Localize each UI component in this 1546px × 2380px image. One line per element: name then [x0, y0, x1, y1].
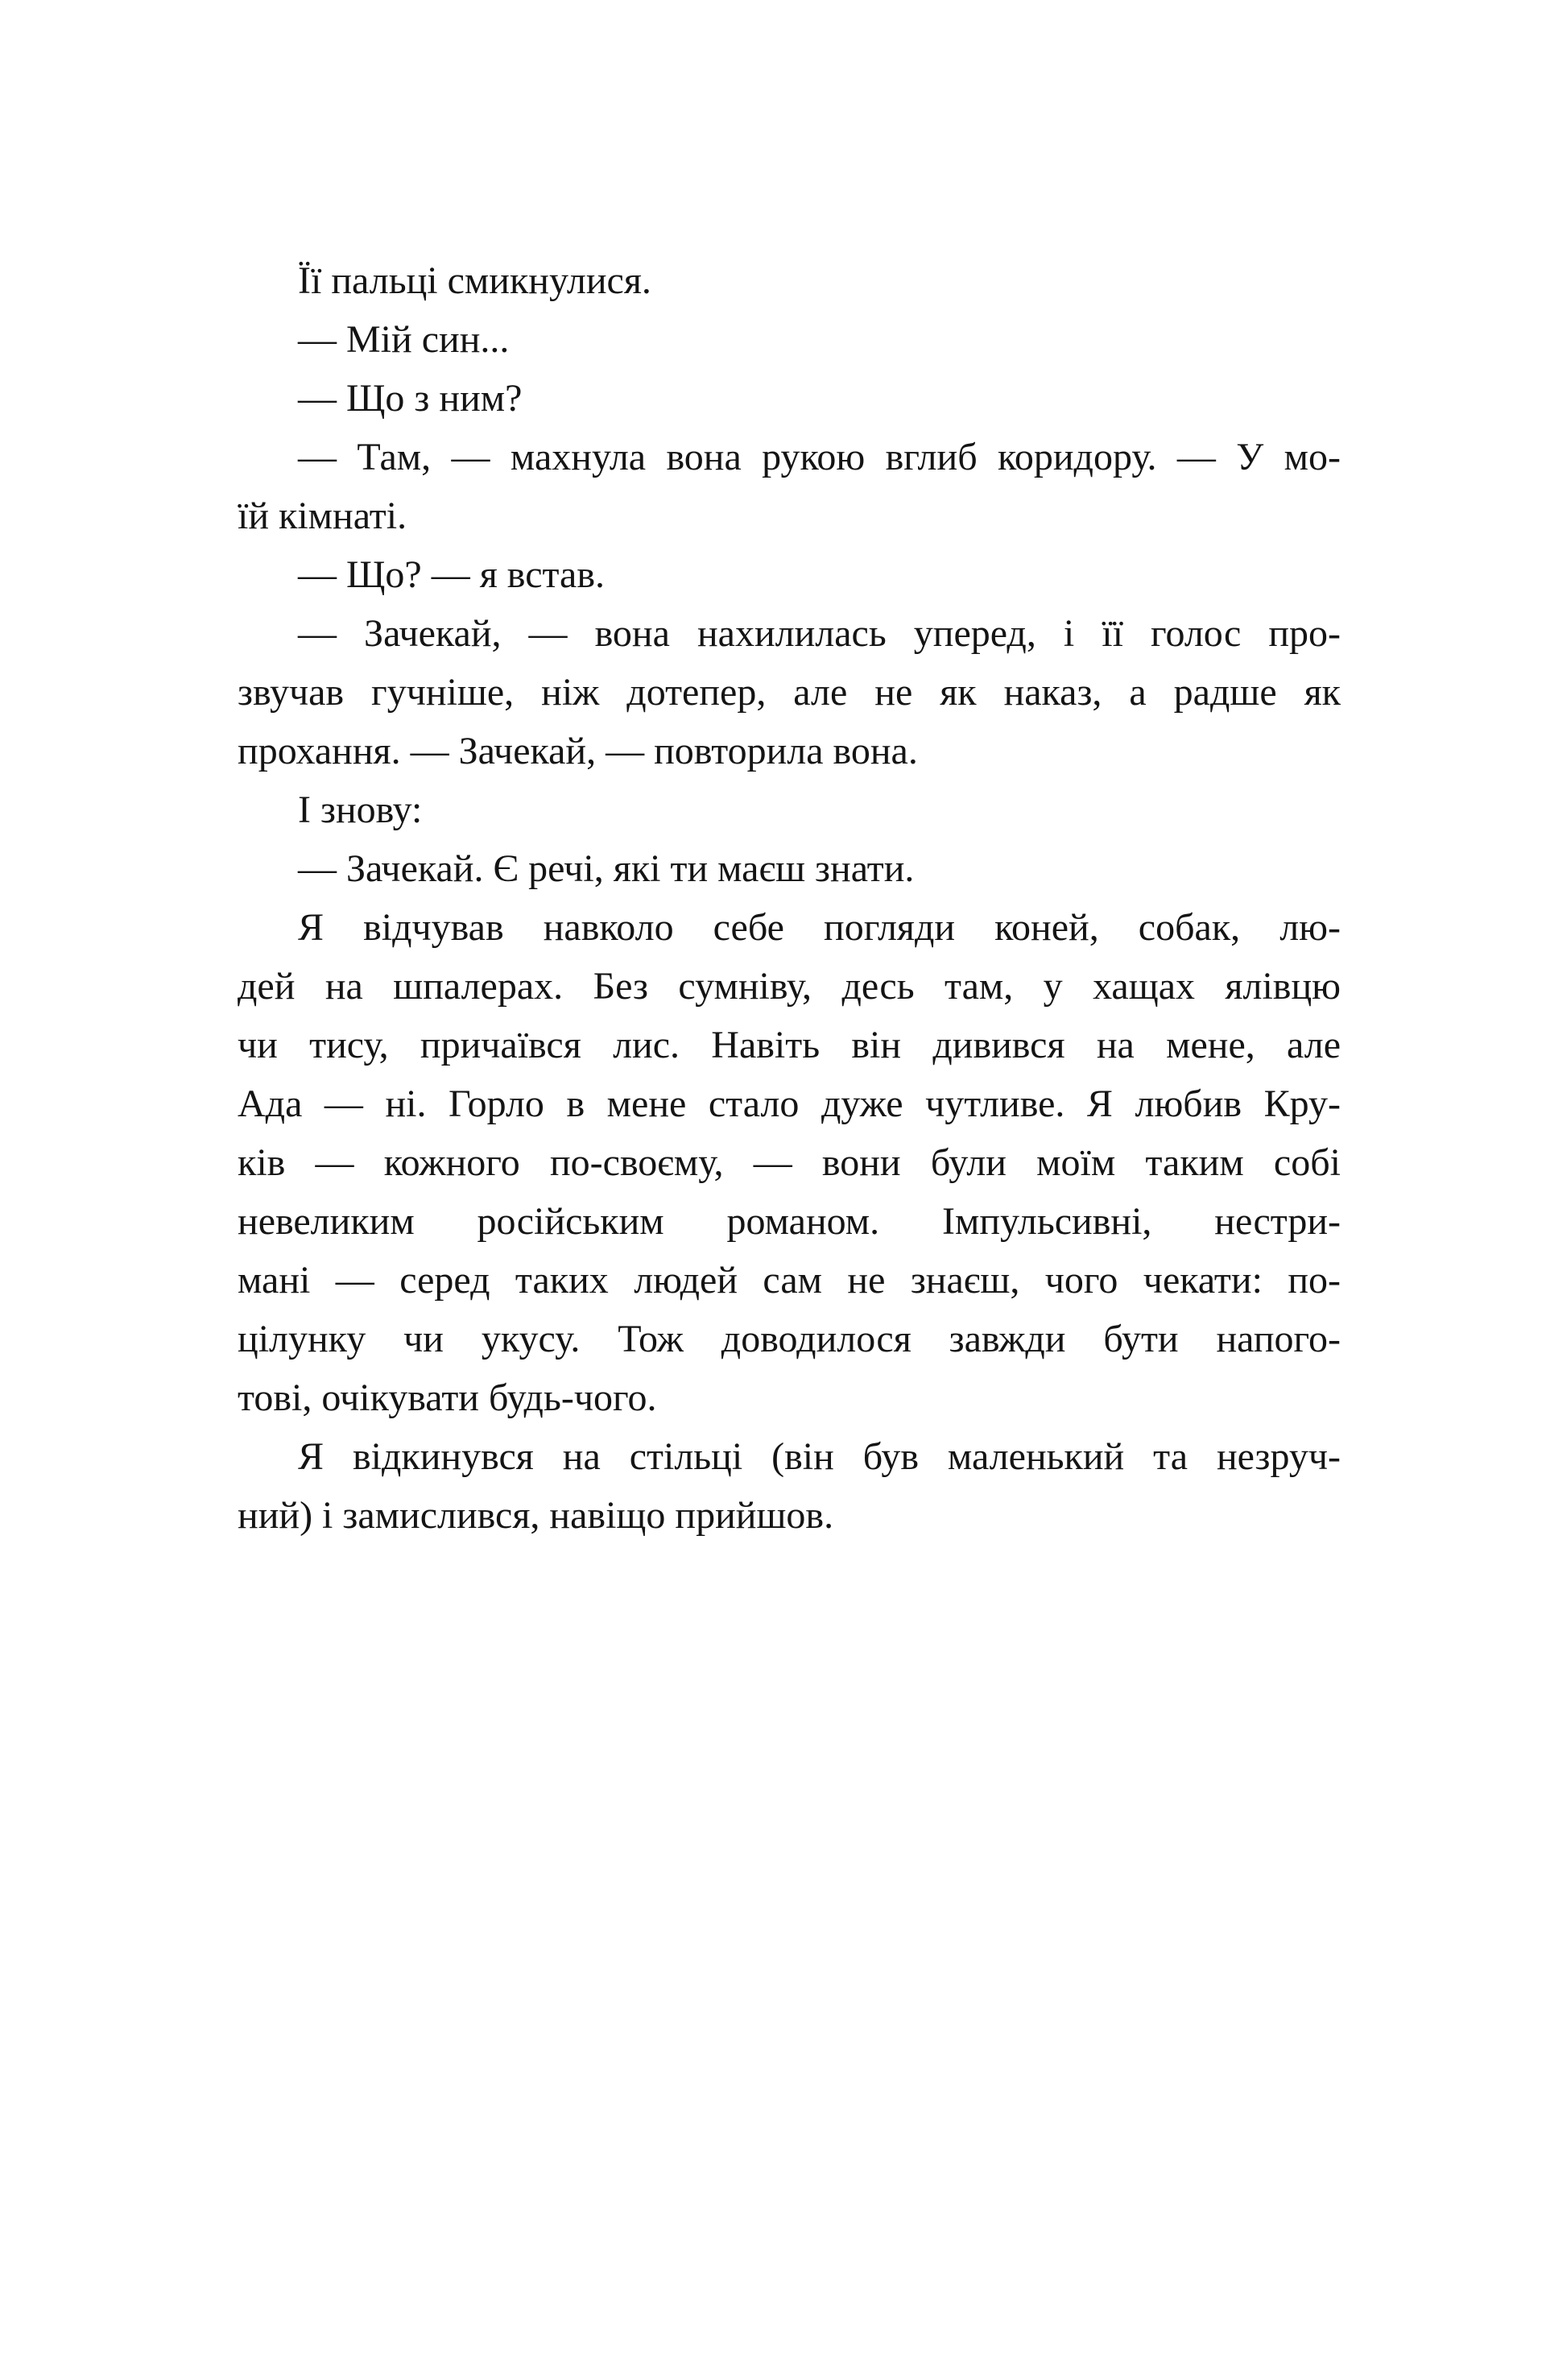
text-line: їй кімнаті. [238, 495, 407, 537]
text-line: І знову: [298, 789, 423, 831]
text-line: — Зачекай. Є речі, які ти маєш знати. [298, 847, 915, 890]
text-line: Її пальці смикнулися. [298, 259, 651, 302]
text-line: чи тису, причаївся лис. Навіть він дивився на мене, але [238, 1024, 1341, 1066]
text-line: тові, очікувати будь-чого. [238, 1376, 657, 1419]
body-text [238, 251, 1341, 1545]
text-line: ний) і замислився, навіщо прийшов. [238, 1494, 834, 1537]
text-line: невеликим російським романом. Імпульсивні, нестри- [238, 1200, 1341, 1243]
text-line: — Що з ним? [298, 377, 523, 420]
text-line: мані — серед таких людей сам не знаєш, чого чекати: по- [238, 1259, 1341, 1302]
text-line: Я відчував навколо себе погляди коней, собак, лю- [298, 906, 1341, 949]
text-line: — Що? — я встав. [298, 553, 606, 596]
text-line: звучав гучніше, ніж дотепер, але не як наказ, а радше як [238, 671, 1341, 714]
text-line: — Мій син... [298, 318, 510, 361]
text-line: дей на шпалерах. Без сумніву, десь там, у хащах ялівцю [238, 965, 1341, 1008]
text-line: прохання. — Зачекай, — повторила вона. [238, 730, 918, 772]
text-line: ків — кожного по-своєму, — вони були моїм таким собі [238, 1141, 1341, 1184]
text-line: — Там, — махнула вона рукою вглиб коридору. — У мо- [298, 436, 1341, 478]
text-line: Я відкинувся на стільці (він був маленький та незруч- [298, 1435, 1341, 1478]
text-line: цілунку чи укусу. Тож доводилося завжди бути напого- [238, 1318, 1341, 1360]
text-line: — Зачекай, — вона нахилилась уперед, і її голос про- [298, 612, 1341, 655]
text-line: Ада — ні. Горло в мене стало дуже чутливе. Я любив Кру- [238, 1082, 1341, 1125]
